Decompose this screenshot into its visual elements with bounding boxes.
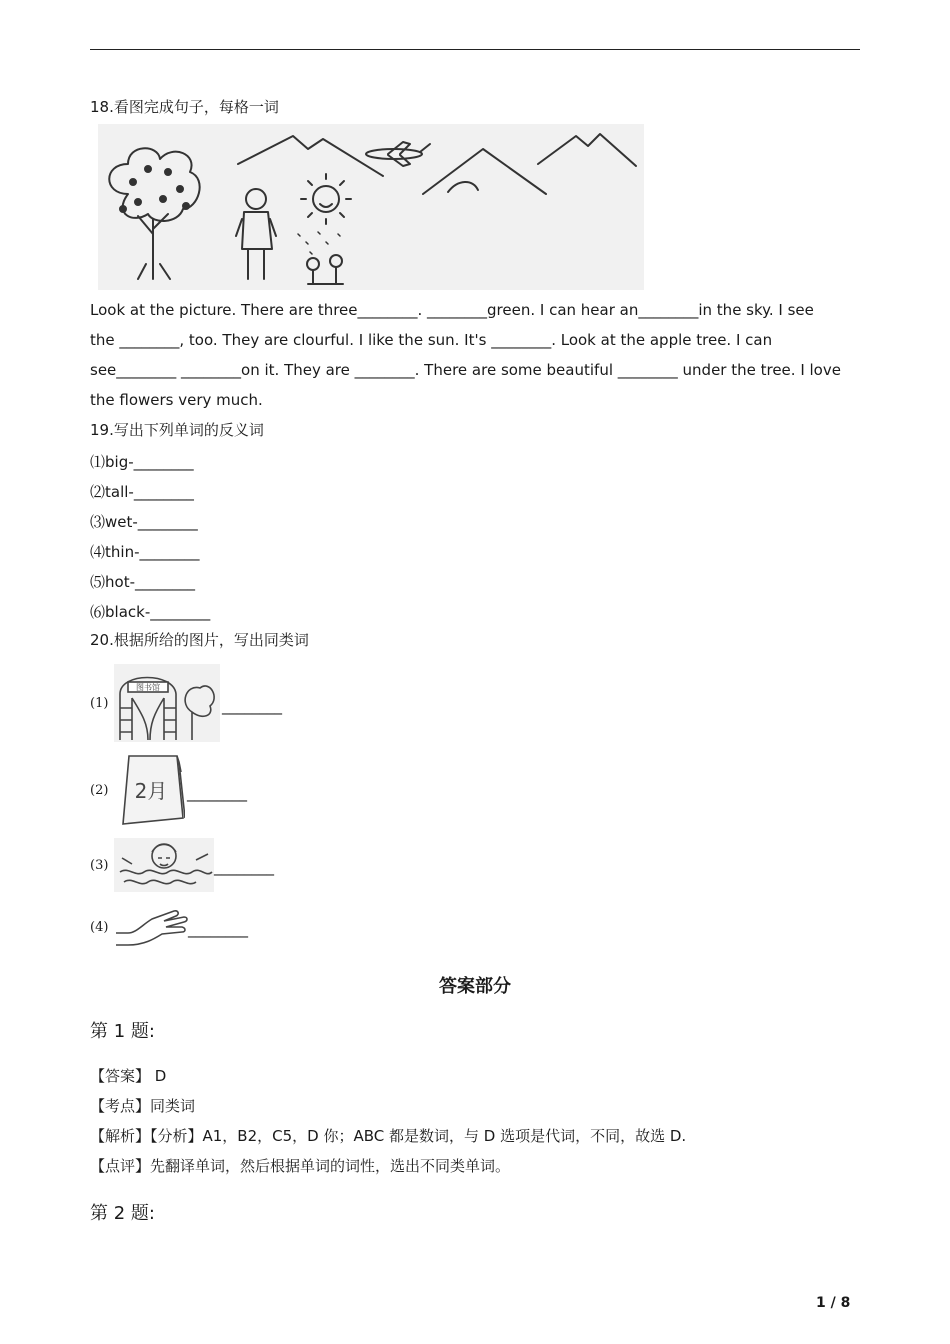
swimming-icon [114,838,214,892]
answer-q1-heading: 第 1 题: [90,1021,155,1042]
answer-q1-comment: 【点评】先翻译单词，然后根据单词的词性，选出不同类单词。 [90,1157,511,1175]
q19-title: 19.写出下列单词的反义词 [90,421,264,439]
q18-title: 18.看图完成句子，每格一词 [90,98,279,116]
q19-item-text: big-________ [105,453,194,471]
q20-item-1-blank: ________ [222,697,282,715]
q18-line-2: the ________, too. They are clourful. I like the sun. It's ________. Look at the apple tree. I can [90,331,773,349]
q18-line-1: Look at the picture. There are three________. ________green. I can hear an________in the sky. I see [90,301,814,319]
q18-line-4: the flowers very much. [90,391,263,409]
mountain-left [238,136,383,176]
answers-section-title: 答案部分 [439,976,511,997]
q19-item [90,571,195,592]
library-sign: 图书馆 [136,683,160,692]
calendar-icon [115,752,185,828]
q19-item-num: ⑵ [90,483,106,501]
page-number: 1 / 8 [816,1295,851,1311]
answer-q2-heading: 第 2 题: [90,1203,155,1224]
child-icon [236,189,276,279]
q19-item-num: ⑹ [90,603,106,621]
q19-item [90,601,210,622]
airplane-icon [366,142,430,166]
apple-tree-icon [109,148,199,279]
q19-item-num: ⑴ [90,453,106,471]
q18-picture [98,124,644,290]
q20-item-2-num: (2) [90,783,109,798]
q19-item-text: hot-________ [105,573,195,591]
q19-item [90,481,194,502]
q20-item-4-num: (4) [90,920,109,935]
calendar-sign: 2月 [134,779,168,803]
q19-item-num: ⑸ [90,573,106,591]
q19-item-text: thin-________ [105,543,200,561]
library-icon [114,664,220,742]
q20-title: 20.根据所给的图片，写出同类词 [90,631,309,649]
mountain-right [538,134,636,166]
hand-icon [114,903,188,949]
q19-item-text: wet-________ [105,513,198,531]
flowers-icon [307,255,343,284]
q19-item-num: ⑶ [90,513,106,531]
sun-icon [301,174,351,224]
q20-item-1-num: (1) [90,696,109,711]
q18-line-3: see________ ________on it. They are ________. There are some beautiful ________ under the tree. I love [90,361,841,379]
answer-q1-answer: 【答案】 D [90,1067,167,1085]
mountain-middle [423,149,546,194]
header-rule [90,49,860,50]
q19-item [90,511,198,532]
q19-item-text: black-________ [105,603,211,621]
q20-item-2-blank: ________ [187,784,247,802]
q19-item [90,541,200,562]
q20-item-3-blank: ________ [214,858,274,876]
q20-item-3-num: (3) [90,858,109,873]
answer-q1-point: 【考点】同类词 [90,1097,196,1115]
q19-item-num: ⑷ [90,543,106,561]
answer-q1-analysis: 【解析】【分析】A1，B2，C5，D 你；ABC 都是数词，与 D 选项是代词，不同，故选 D. [90,1127,687,1145]
q19-item-text: tall-________ [105,483,194,501]
q20-item-4-blank: ________ [188,920,248,938]
q19-item [90,451,194,472]
